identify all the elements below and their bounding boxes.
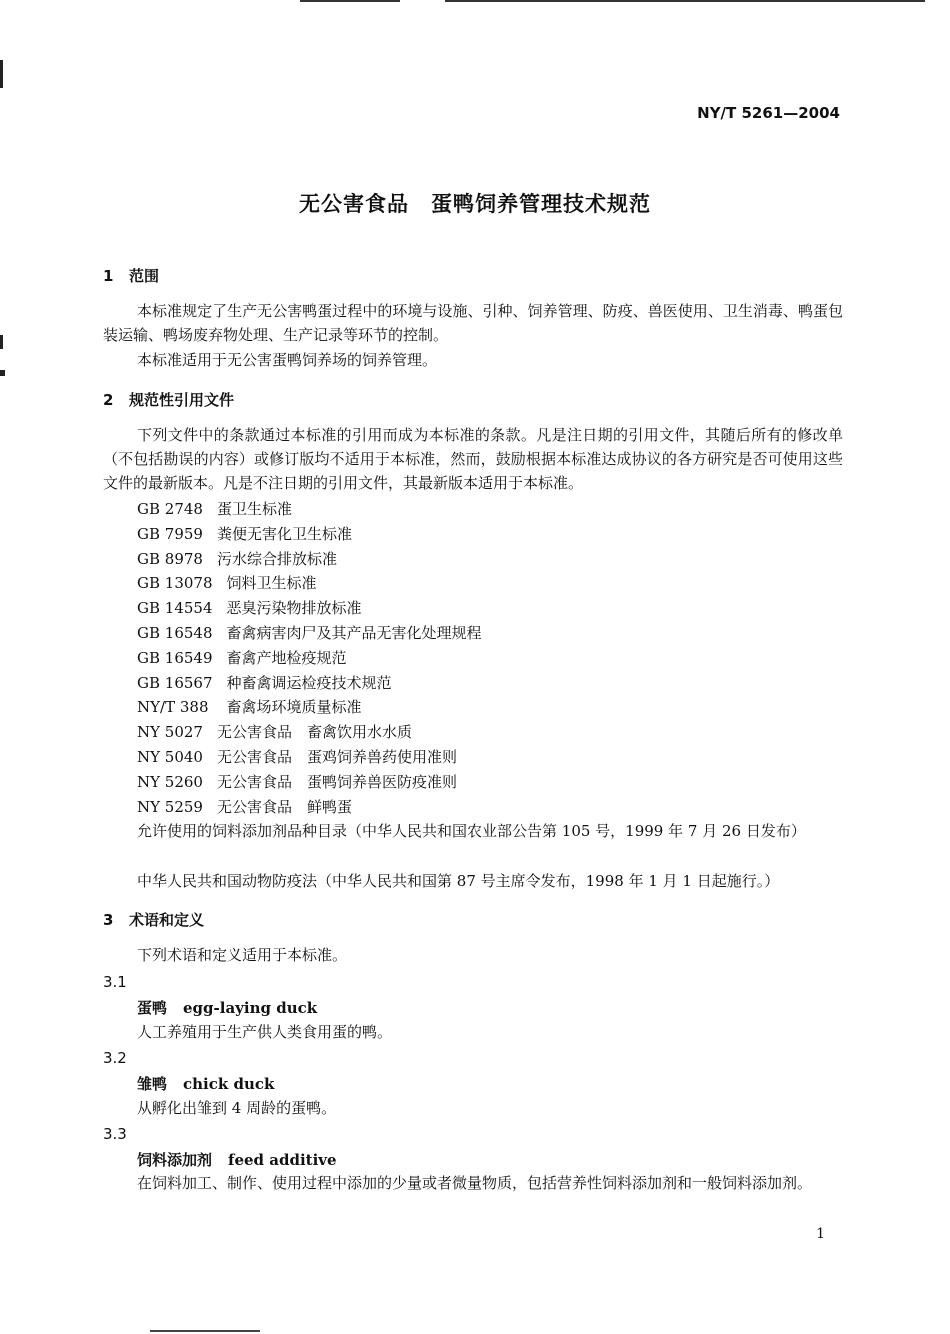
reference-title: 无公害食品 畜禽饮用水水质: [216, 723, 412, 741]
term-en: chick duck: [183, 1075, 275, 1093]
reference-code: GB 16567: [137, 674, 213, 692]
reference-item: [137, 597, 362, 618]
reference-code: GB 8978: [137, 550, 203, 568]
reference-code: GB 14554: [137, 599, 213, 617]
clause-number: 3.3: [103, 1125, 127, 1143]
reference-item: [137, 572, 317, 593]
reference-title: 污水综合排放标准: [216, 550, 337, 568]
page-number: 1: [816, 1226, 825, 1242]
reference-title: 无公害食品 蛋鸭饲养兽医防疫准则: [216, 773, 457, 791]
reference-title: 蛋卫生标准: [216, 500, 292, 518]
section-number: 3: [103, 911, 114, 929]
reference-code: NY 5259: [137, 798, 203, 816]
reference-code: NY/T 388: [137, 698, 209, 716]
reference-item: [137, 498, 292, 519]
reference-title: 恶臭污染物排放标准: [226, 599, 362, 617]
reference-code: GB 16548: [137, 624, 213, 642]
reference-title: 饲料卫生标准: [226, 574, 317, 592]
scan-artifact: [445, 0, 925, 2]
reference-title: 粪便无害化卫生标准: [216, 525, 352, 543]
scan-artifact: [150, 1330, 260, 1332]
term-definition: 人工养殖用于生产供人类食用蛋的鸭。: [137, 1023, 393, 1041]
reference-item: [137, 523, 352, 544]
reference-code: NY 5040: [137, 748, 203, 766]
reference-item: [137, 771, 457, 792]
standard-code: NY/T 5261—2004: [697, 104, 840, 122]
reference-code: GB 7959: [137, 525, 203, 543]
scan-artifact: [300, 0, 400, 2]
clause-number: 3.2: [103, 1049, 127, 1067]
paragraph: 下列术语和定义适用于本标准。: [137, 946, 348, 964]
paragraph: 本标准适用于无公害蛋鸭饲养场的饲养管理。: [137, 351, 438, 369]
scan-artifact: [0, 60, 3, 88]
paragraph: 允许使用的饲料添加剂品种目录（中华人民共和国农业部公告第 105 号，1999 年 7 月 26 日发布）: [137, 822, 806, 840]
reference-title: 畜禽场环境质量标准: [226, 698, 362, 716]
section-number: 1: [103, 267, 114, 285]
reference-item: [137, 696, 362, 717]
reference-item: [137, 746, 457, 767]
reference-code: GB 13078: [137, 574, 213, 592]
reference-item: [137, 622, 482, 643]
section-title: 规范性引用文件: [129, 391, 235, 409]
section-number: 2: [103, 391, 114, 409]
reference-code: NY 5027: [137, 723, 203, 741]
term: [137, 1149, 337, 1170]
reference-item: [137, 796, 352, 817]
reference-code: GB 2748: [137, 500, 203, 518]
section-heading: [103, 389, 234, 410]
section-heading: [103, 265, 159, 286]
section-title: 术语和定义: [129, 911, 205, 929]
reference-title: 畜禽产地检疫规范: [226, 649, 347, 667]
section-heading: [103, 909, 204, 930]
reference-code: GB 16549: [137, 649, 213, 667]
scan-artifact: [0, 370, 5, 376]
term-definition: 在饲料加工、制作、使用过程中添加的少量或者微量物质，包括营养性饲料添加剂和一般饲料添加剂。: [137, 1174, 813, 1192]
term-en: egg-laying duck: [183, 999, 318, 1017]
clause-number: 3.1: [103, 973, 127, 991]
reference-item: [137, 548, 337, 569]
term-zh: 雏鸭: [137, 1075, 168, 1093]
term: [137, 997, 317, 1018]
reference-title: 无公害食品 鲜鸭蛋: [216, 798, 352, 816]
term-en: feed additive: [228, 1151, 337, 1169]
reference-item: [137, 647, 347, 668]
reference-code: NY 5260: [137, 773, 203, 791]
term-zh: 饲料添加剂: [137, 1151, 213, 1169]
reference-title: 种畜禽调运检疫技术规范: [226, 674, 392, 692]
reference-item: [137, 672, 392, 693]
paragraph: 中华人民共和国动物防疫法（中华人民共和国第 87 号主席令发布，1998 年 1 月 1 日起施行。）: [137, 872, 780, 890]
section-title: 范围: [129, 267, 160, 285]
reference-title: 畜禽病害肉尸及其产品无害化处理规程: [226, 624, 482, 642]
document-title: 无公害食品 蛋鸭饲养管理技术规范: [299, 192, 651, 216]
term-zh: 蛋鸭: [137, 999, 168, 1017]
scan-artifact: [0, 335, 3, 349]
reference-title: 无公害食品 蛋鸡饲养兽药使用准则: [216, 748, 457, 766]
term: [137, 1073, 274, 1094]
term-definition: 从孵化出雏到 4 周龄的蛋鸭。: [137, 1099, 337, 1117]
paragraph: 本标准规定了生产无公害鸭蛋过程中的环境与设施、引种、饲养管理、防疫、兽医使用、卫生消毒、鸭蛋包装运输、鸭场废弃物处理、生产记录等环节的控制。: [103, 302, 843, 344]
paragraph: 下列文件中的条款通过本标准的引用而成为本标准的条款。凡是注日期的引用文件，其随后所有的修改单（不包括勘误的内容）或修订版均不适用于本标准，然而，鼓励根据本标准达成协议的各方研究是否可使用这些文件的最新版本。凡是不注日期的引用文件，其最新版本适用于本标准。: [103, 426, 843, 492]
reference-item: [137, 721, 412, 742]
